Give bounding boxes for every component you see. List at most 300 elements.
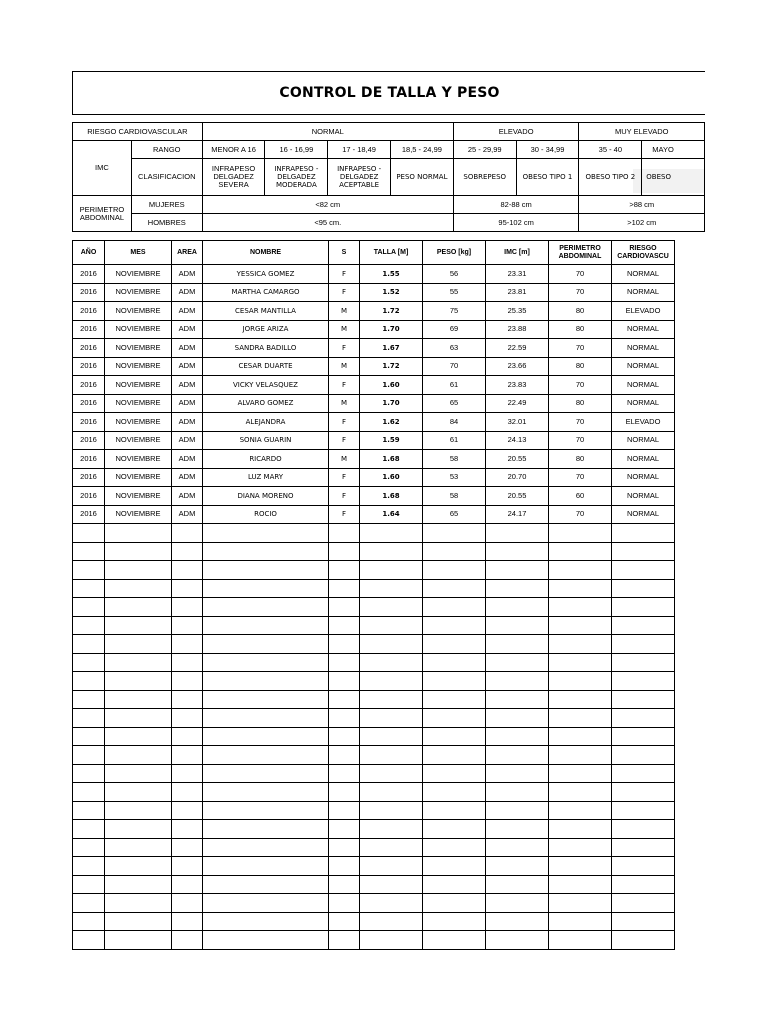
- cell-mes[interactable]: NOVIEMBRE: [105, 320, 172, 339]
- cell-imc[interactable]: 24.13: [486, 431, 549, 450]
- cell-nombre[interactable]: RICARDO: [203, 450, 329, 469]
- empty-cell[interactable]: [73, 857, 105, 876]
- cell-riesgo[interactable]: NORMAL: [612, 450, 675, 469]
- empty-cell[interactable]: [105, 727, 172, 746]
- empty-cell[interactable]: [73, 727, 105, 746]
- empty-cell[interactable]: [423, 931, 486, 950]
- cell-imc[interactable]: 25.35: [486, 302, 549, 321]
- cell-area[interactable]: ADM: [172, 394, 203, 413]
- empty-cell[interactable]: [549, 579, 612, 598]
- cell-talla[interactable]: 1.68: [360, 487, 423, 506]
- cell-talla[interactable]: 1.59: [360, 431, 423, 450]
- cell-peso[interactable]: 55: [423, 283, 486, 302]
- empty-cell[interactable]: [329, 764, 360, 783]
- empty-cell[interactable]: [612, 616, 675, 635]
- cell-talla[interactable]: 1.55: [360, 265, 423, 284]
- empty-cell[interactable]: [486, 672, 549, 691]
- empty-cell[interactable]: [329, 820, 360, 839]
- cell-peso[interactable]: 61: [423, 376, 486, 395]
- cell-mes[interactable]: NOVIEMBRE: [105, 283, 172, 302]
- cell-sexo[interactable]: M: [329, 450, 360, 469]
- cell-peso[interactable]: 70: [423, 357, 486, 376]
- empty-cell[interactable]: [360, 820, 423, 839]
- empty-cell[interactable]: [486, 912, 549, 931]
- empty-cell[interactable]: [172, 672, 203, 691]
- cell-perimetro[interactable]: 70: [549, 265, 612, 284]
- cell-talla[interactable]: 1.67: [360, 339, 423, 358]
- cell-imc[interactable]: 20.70: [486, 468, 549, 487]
- empty-cell[interactable]: [172, 635, 203, 654]
- empty-cell[interactable]: [105, 524, 172, 543]
- cell-imc[interactable]: 20.55: [486, 450, 549, 469]
- empty-cell[interactable]: [423, 579, 486, 598]
- cell-riesgo[interactable]: NORMAL: [612, 468, 675, 487]
- cell-nombre[interactable]: ALEJANDRA: [203, 413, 329, 432]
- cell-nombre[interactable]: ALVARO GOMEZ: [203, 394, 329, 413]
- cell-nombre[interactable]: CESAR MANTILLA: [203, 302, 329, 321]
- cell-area[interactable]: ADM: [172, 357, 203, 376]
- empty-cell[interactable]: [203, 579, 329, 598]
- empty-cell[interactable]: [549, 820, 612, 839]
- empty-cell[interactable]: [612, 783, 675, 802]
- empty-cell[interactable]: [203, 875, 329, 894]
- cell-talla[interactable]: 1.60: [360, 468, 423, 487]
- empty-cell[interactable]: [203, 524, 329, 543]
- cell-mes[interactable]: NOVIEMBRE: [105, 265, 172, 284]
- empty-cell[interactable]: [203, 894, 329, 913]
- empty-cell[interactable]: [612, 820, 675, 839]
- empty-cell[interactable]: [612, 542, 675, 561]
- cell-peso[interactable]: 75: [423, 302, 486, 321]
- cell-mes[interactable]: NOVIEMBRE: [105, 487, 172, 506]
- cell-peso[interactable]: 53: [423, 468, 486, 487]
- empty-cell[interactable]: [73, 820, 105, 839]
- cell-imc[interactable]: 23.81: [486, 283, 549, 302]
- empty-cell[interactable]: [612, 931, 675, 950]
- cell-sexo[interactable]: F: [329, 505, 360, 524]
- cell-riesgo[interactable]: ELEVADO: [612, 413, 675, 432]
- empty-cell[interactable]: [360, 635, 423, 654]
- empty-cell[interactable]: [423, 746, 486, 765]
- empty-cell[interactable]: [203, 653, 329, 672]
- cell-riesgo[interactable]: NORMAL: [612, 265, 675, 284]
- empty-cell[interactable]: [612, 635, 675, 654]
- empty-cell[interactable]: [73, 931, 105, 950]
- cell-area[interactable]: ADM: [172, 376, 203, 395]
- cell-ano[interactable]: 2016: [73, 357, 105, 376]
- empty-cell[interactable]: [172, 579, 203, 598]
- empty-cell[interactable]: [360, 931, 423, 950]
- empty-cell[interactable]: [172, 931, 203, 950]
- cell-mes[interactable]: NOVIEMBRE: [105, 339, 172, 358]
- empty-cell[interactable]: [105, 801, 172, 820]
- cell-imc[interactable]: 24.17: [486, 505, 549, 524]
- empty-cell[interactable]: [329, 857, 360, 876]
- cell-imc[interactable]: 22.49: [486, 394, 549, 413]
- empty-cell[interactable]: [486, 690, 549, 709]
- empty-cell[interactable]: [172, 616, 203, 635]
- empty-cell[interactable]: [549, 672, 612, 691]
- empty-cell[interactable]: [360, 783, 423, 802]
- empty-cell[interactable]: [486, 653, 549, 672]
- cell-area[interactable]: ADM: [172, 450, 203, 469]
- cell-ano[interactable]: 2016: [73, 431, 105, 450]
- cell-sexo[interactable]: F: [329, 283, 360, 302]
- cell-imc[interactable]: 23.88: [486, 320, 549, 339]
- cell-sexo[interactable]: F: [329, 431, 360, 450]
- cell-perimetro[interactable]: 80: [549, 450, 612, 469]
- empty-cell[interactable]: [360, 894, 423, 913]
- empty-cell[interactable]: [172, 801, 203, 820]
- cell-ano[interactable]: 2016: [73, 302, 105, 321]
- empty-cell[interactable]: [73, 783, 105, 802]
- empty-cell[interactable]: [486, 579, 549, 598]
- empty-cell[interactable]: [360, 746, 423, 765]
- empty-cell[interactable]: [203, 690, 329, 709]
- empty-cell[interactable]: [172, 598, 203, 617]
- cell-talla[interactable]: 1.72: [360, 302, 423, 321]
- cell-area[interactable]: ADM: [172, 320, 203, 339]
- empty-cell[interactable]: [203, 764, 329, 783]
- empty-cell[interactable]: [486, 598, 549, 617]
- empty-cell[interactable]: [73, 653, 105, 672]
- empty-cell[interactable]: [486, 764, 549, 783]
- empty-cell[interactable]: [73, 579, 105, 598]
- cell-ano[interactable]: 2016: [73, 413, 105, 432]
- empty-cell[interactable]: [73, 524, 105, 543]
- empty-cell[interactable]: [549, 542, 612, 561]
- cell-riesgo[interactable]: ELEVADO: [612, 302, 675, 321]
- empty-cell[interactable]: [203, 746, 329, 765]
- cell-peso[interactable]: 56: [423, 265, 486, 284]
- empty-cell[interactable]: [486, 838, 549, 857]
- cell-riesgo[interactable]: NORMAL: [612, 505, 675, 524]
- empty-cell[interactable]: [423, 875, 486, 894]
- cell-perimetro[interactable]: 70: [549, 468, 612, 487]
- cell-perimetro[interactable]: 80: [549, 394, 612, 413]
- empty-cell[interactable]: [172, 746, 203, 765]
- empty-cell[interactable]: [105, 746, 172, 765]
- empty-cell[interactable]: [423, 727, 486, 746]
- empty-cell[interactable]: [73, 801, 105, 820]
- cell-sexo[interactable]: M: [329, 302, 360, 321]
- empty-cell[interactable]: [360, 672, 423, 691]
- empty-cell[interactable]: [612, 690, 675, 709]
- empty-cell[interactable]: [549, 894, 612, 913]
- empty-cell[interactable]: [612, 672, 675, 691]
- empty-cell[interactable]: [612, 653, 675, 672]
- empty-cell[interactable]: [612, 894, 675, 913]
- cell-sexo[interactable]: F: [329, 339, 360, 358]
- empty-cell[interactable]: [423, 764, 486, 783]
- cell-sexo[interactable]: M: [329, 320, 360, 339]
- empty-cell[interactable]: [203, 912, 329, 931]
- cell-imc[interactable]: 23.83: [486, 376, 549, 395]
- empty-cell[interactable]: [612, 727, 675, 746]
- empty-cell[interactable]: [105, 635, 172, 654]
- cell-ano[interactable]: 2016: [73, 505, 105, 524]
- cell-mes[interactable]: NOVIEMBRE: [105, 394, 172, 413]
- cell-nombre[interactable]: ROCIO: [203, 505, 329, 524]
- empty-cell[interactable]: [423, 672, 486, 691]
- empty-cell[interactable]: [73, 838, 105, 857]
- cell-perimetro[interactable]: 70: [549, 339, 612, 358]
- empty-cell[interactable]: [329, 746, 360, 765]
- cell-talla[interactable]: 1.68: [360, 450, 423, 469]
- empty-cell[interactable]: [172, 838, 203, 857]
- empty-cell[interactable]: [549, 709, 612, 728]
- cell-nombre[interactable]: SONIA GUARIN: [203, 431, 329, 450]
- empty-cell[interactable]: [486, 542, 549, 561]
- cell-imc[interactable]: 23.31: [486, 265, 549, 284]
- cell-sexo[interactable]: M: [329, 394, 360, 413]
- cell-talla[interactable]: 1.70: [360, 394, 423, 413]
- empty-cell[interactable]: [203, 561, 329, 580]
- cell-imc[interactable]: 22.59: [486, 339, 549, 358]
- cell-mes[interactable]: NOVIEMBRE: [105, 302, 172, 321]
- empty-cell[interactable]: [73, 598, 105, 617]
- empty-cell[interactable]: [203, 635, 329, 654]
- empty-cell[interactable]: [105, 875, 172, 894]
- empty-cell[interactable]: [73, 894, 105, 913]
- empty-cell[interactable]: [172, 894, 203, 913]
- empty-cell[interactable]: [360, 764, 423, 783]
- cell-perimetro[interactable]: 80: [549, 302, 612, 321]
- cell-peso[interactable]: 84: [423, 413, 486, 432]
- empty-cell[interactable]: [486, 931, 549, 950]
- empty-cell[interactable]: [172, 820, 203, 839]
- cell-perimetro[interactable]: 60: [549, 487, 612, 506]
- cell-mes[interactable]: NOVIEMBRE: [105, 376, 172, 395]
- empty-cell[interactable]: [486, 635, 549, 654]
- empty-cell[interactable]: [329, 783, 360, 802]
- empty-cell[interactable]: [612, 912, 675, 931]
- empty-cell[interactable]: [105, 561, 172, 580]
- empty-cell[interactable]: [105, 764, 172, 783]
- cell-nombre[interactable]: JORGE ARIZA: [203, 320, 329, 339]
- empty-cell[interactable]: [360, 653, 423, 672]
- cell-area[interactable]: ADM: [172, 431, 203, 450]
- empty-cell[interactable]: [105, 542, 172, 561]
- empty-cell[interactable]: [486, 524, 549, 543]
- empty-cell[interactable]: [172, 783, 203, 802]
- empty-cell[interactable]: [329, 875, 360, 894]
- empty-cell[interactable]: [203, 542, 329, 561]
- empty-cell[interactable]: [423, 801, 486, 820]
- empty-cell[interactable]: [360, 598, 423, 617]
- cell-peso[interactable]: 65: [423, 394, 486, 413]
- cell-area[interactable]: ADM: [172, 339, 203, 358]
- empty-cell[interactable]: [612, 857, 675, 876]
- empty-cell[interactable]: [172, 561, 203, 580]
- empty-cell[interactable]: [329, 561, 360, 580]
- empty-cell[interactable]: [172, 709, 203, 728]
- empty-cell[interactable]: [172, 690, 203, 709]
- empty-cell[interactable]: [423, 709, 486, 728]
- empty-cell[interactable]: [423, 838, 486, 857]
- empty-cell[interactable]: [203, 783, 329, 802]
- empty-cell[interactable]: [612, 598, 675, 617]
- empty-cell[interactable]: [203, 709, 329, 728]
- empty-cell[interactable]: [612, 801, 675, 820]
- empty-cell[interactable]: [73, 875, 105, 894]
- empty-cell[interactable]: [423, 820, 486, 839]
- empty-cell[interactable]: [329, 912, 360, 931]
- empty-cell[interactable]: [105, 598, 172, 617]
- cell-peso[interactable]: 61: [423, 431, 486, 450]
- cell-riesgo[interactable]: NORMAL: [612, 431, 675, 450]
- empty-cell[interactable]: [423, 653, 486, 672]
- empty-cell[interactable]: [549, 598, 612, 617]
- empty-cell[interactable]: [360, 616, 423, 635]
- cell-area[interactable]: ADM: [172, 265, 203, 284]
- cell-sexo[interactable]: F: [329, 487, 360, 506]
- cell-ano[interactable]: 2016: [73, 265, 105, 284]
- cell-peso[interactable]: 65: [423, 505, 486, 524]
- cell-talla[interactable]: 1.70: [360, 320, 423, 339]
- empty-cell[interactable]: [360, 542, 423, 561]
- cell-ano[interactable]: 2016: [73, 339, 105, 358]
- empty-cell[interactable]: [329, 635, 360, 654]
- cell-talla[interactable]: 1.72: [360, 357, 423, 376]
- empty-cell[interactable]: [329, 727, 360, 746]
- empty-cell[interactable]: [105, 653, 172, 672]
- empty-cell[interactable]: [360, 709, 423, 728]
- empty-cell[interactable]: [423, 690, 486, 709]
- empty-cell[interactable]: [612, 524, 675, 543]
- empty-cell[interactable]: [360, 838, 423, 857]
- cell-sexo[interactable]: F: [329, 265, 360, 284]
- empty-cell[interactable]: [203, 672, 329, 691]
- cell-area[interactable]: ADM: [172, 283, 203, 302]
- empty-cell[interactable]: [549, 616, 612, 635]
- empty-cell[interactable]: [486, 894, 549, 913]
- empty-cell[interactable]: [549, 524, 612, 543]
- cell-perimetro[interactable]: 80: [549, 320, 612, 339]
- empty-cell[interactable]: [203, 857, 329, 876]
- cell-mes[interactable]: NOVIEMBRE: [105, 468, 172, 487]
- empty-cell[interactable]: [423, 894, 486, 913]
- cell-imc[interactable]: 23.66: [486, 357, 549, 376]
- cell-ano[interactable]: 2016: [73, 320, 105, 339]
- empty-cell[interactable]: [423, 857, 486, 876]
- cell-ano[interactable]: 2016: [73, 283, 105, 302]
- empty-cell[interactable]: [203, 598, 329, 617]
- cell-talla[interactable]: 1.62: [360, 413, 423, 432]
- empty-cell[interactable]: [360, 875, 423, 894]
- empty-cell[interactable]: [105, 820, 172, 839]
- cell-riesgo[interactable]: NORMAL: [612, 487, 675, 506]
- cell-riesgo[interactable]: NORMAL: [612, 320, 675, 339]
- empty-cell[interactable]: [549, 653, 612, 672]
- empty-cell[interactable]: [73, 709, 105, 728]
- cell-perimetro[interactable]: 70: [549, 283, 612, 302]
- empty-cell[interactable]: [423, 561, 486, 580]
- empty-cell[interactable]: [73, 616, 105, 635]
- empty-cell[interactable]: [549, 801, 612, 820]
- cell-riesgo[interactable]: NORMAL: [612, 394, 675, 413]
- empty-cell[interactable]: [203, 727, 329, 746]
- empty-cell[interactable]: [105, 709, 172, 728]
- cell-nombre[interactable]: MARTHA CAMARGO: [203, 283, 329, 302]
- empty-cell[interactable]: [423, 635, 486, 654]
- empty-cell[interactable]: [486, 746, 549, 765]
- empty-cell[interactable]: [612, 838, 675, 857]
- empty-cell[interactable]: [360, 579, 423, 598]
- cell-peso[interactable]: 58: [423, 487, 486, 506]
- empty-cell[interactable]: [360, 857, 423, 876]
- empty-cell[interactable]: [423, 598, 486, 617]
- empty-cell[interactable]: [486, 727, 549, 746]
- empty-cell[interactable]: [329, 542, 360, 561]
- empty-cell[interactable]: [73, 912, 105, 931]
- empty-cell[interactable]: [423, 912, 486, 931]
- empty-cell[interactable]: [423, 616, 486, 635]
- empty-cell[interactable]: [423, 542, 486, 561]
- cell-nombre[interactable]: CESAR DUARTE: [203, 357, 329, 376]
- empty-cell[interactable]: [329, 838, 360, 857]
- cell-mes[interactable]: NOVIEMBRE: [105, 431, 172, 450]
- cell-mes[interactable]: NOVIEMBRE: [105, 450, 172, 469]
- cell-talla[interactable]: 1.52: [360, 283, 423, 302]
- cell-perimetro[interactable]: 70: [549, 376, 612, 395]
- empty-cell[interactable]: [203, 616, 329, 635]
- cell-sexo[interactable]: F: [329, 376, 360, 395]
- empty-cell[interactable]: [329, 690, 360, 709]
- empty-cell[interactable]: [73, 635, 105, 654]
- empty-cell[interactable]: [73, 561, 105, 580]
- empty-cell[interactable]: [105, 579, 172, 598]
- cell-riesgo[interactable]: NORMAL: [612, 339, 675, 358]
- empty-cell[interactable]: [73, 672, 105, 691]
- cell-nombre[interactable]: SANDRA BADILLO: [203, 339, 329, 358]
- empty-cell[interactable]: [329, 709, 360, 728]
- cell-area[interactable]: ADM: [172, 413, 203, 432]
- empty-cell[interactable]: [549, 746, 612, 765]
- empty-cell[interactable]: [73, 690, 105, 709]
- empty-cell[interactable]: [360, 912, 423, 931]
- empty-cell[interactable]: [549, 931, 612, 950]
- empty-cell[interactable]: [549, 690, 612, 709]
- cell-mes[interactable]: NOVIEMBRE: [105, 413, 172, 432]
- empty-cell[interactable]: [329, 653, 360, 672]
- cell-imc[interactable]: 20.55: [486, 487, 549, 506]
- cell-sexo[interactable]: M: [329, 357, 360, 376]
- empty-cell[interactable]: [612, 561, 675, 580]
- empty-cell[interactable]: [203, 801, 329, 820]
- empty-cell[interactable]: [203, 820, 329, 839]
- cell-area[interactable]: ADM: [172, 468, 203, 487]
- cell-nombre[interactable]: LUZ MARY: [203, 468, 329, 487]
- empty-cell[interactable]: [172, 524, 203, 543]
- empty-cell[interactable]: [73, 764, 105, 783]
- empty-cell[interactable]: [549, 561, 612, 580]
- empty-cell[interactable]: [549, 635, 612, 654]
- empty-cell[interactable]: [612, 579, 675, 598]
- cell-perimetro[interactable]: 80: [549, 357, 612, 376]
- empty-cell[interactable]: [105, 690, 172, 709]
- empty-cell[interactable]: [172, 764, 203, 783]
- empty-cell[interactable]: [329, 524, 360, 543]
- cell-sexo[interactable]: F: [329, 468, 360, 487]
- cell-nombre[interactable]: YESSICA GOMEZ: [203, 265, 329, 284]
- empty-cell[interactable]: [486, 820, 549, 839]
- empty-cell[interactable]: [360, 801, 423, 820]
- cell-area[interactable]: ADM: [172, 302, 203, 321]
- empty-cell[interactable]: [486, 783, 549, 802]
- empty-cell[interactable]: [172, 542, 203, 561]
- cell-talla[interactable]: 1.64: [360, 505, 423, 524]
